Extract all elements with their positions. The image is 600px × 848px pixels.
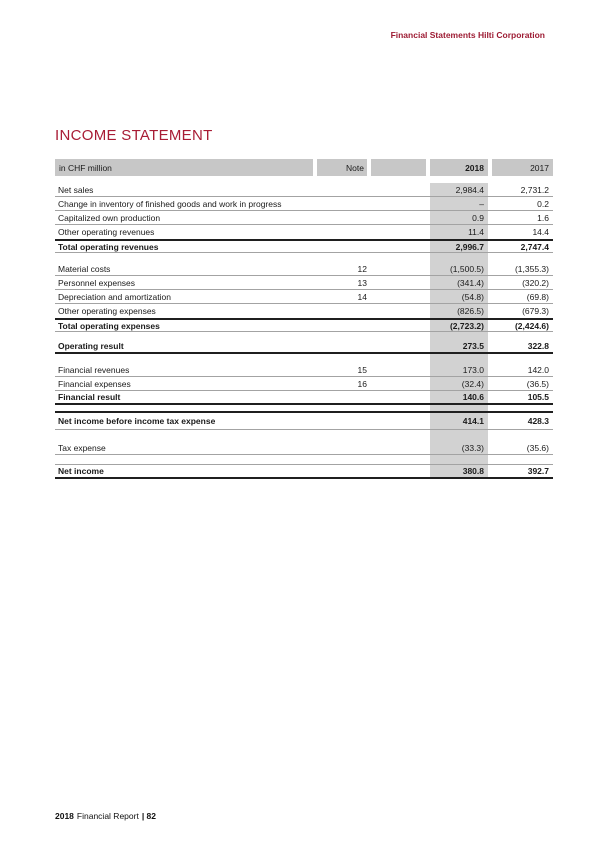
value-2018: 173.0 bbox=[462, 364, 484, 375]
value-2018: 380.8 bbox=[462, 466, 484, 476]
table-header-row bbox=[55, 159, 553, 176]
table-row-total bbox=[55, 318, 553, 332]
table-row bbox=[55, 363, 553, 377]
note-value: 13 bbox=[357, 277, 367, 288]
value-2018: – bbox=[479, 198, 484, 209]
income-statement-table bbox=[55, 159, 553, 479]
value-2017: (320.2) bbox=[522, 277, 549, 288]
value-2017: (36.5) bbox=[526, 378, 549, 389]
value-2018: (2,723.2) bbox=[449, 320, 484, 331]
note-value: 12 bbox=[357, 263, 367, 274]
value-2018: (826.5) bbox=[457, 306, 484, 316]
value-2017: 322.8 bbox=[527, 341, 549, 351]
footer-label: Financial Report bbox=[76, 811, 139, 821]
year-2017-header: 2017 bbox=[492, 159, 553, 176]
value-2017: (679.3) bbox=[522, 306, 549, 316]
note-value: 15 bbox=[357, 364, 367, 375]
table-row bbox=[55, 183, 553, 197]
value-2018: 0.9 bbox=[472, 212, 484, 223]
table-row-total bbox=[55, 239, 553, 253]
row-label: Net sales bbox=[58, 184, 94, 195]
row-label: Material costs bbox=[58, 263, 111, 274]
value-2018: 140.6 bbox=[462, 392, 484, 402]
note-column-header: Note bbox=[317, 159, 367, 176]
value-2018: 2,996.7 bbox=[455, 241, 484, 252]
row-label: Personnel expenses bbox=[58, 277, 136, 288]
value-2018: 273.5 bbox=[462, 341, 484, 351]
value-2017: 2,747.4 bbox=[520, 241, 549, 252]
table-row bbox=[55, 441, 553, 455]
value-2018: (1,500.5) bbox=[449, 263, 484, 274]
row-label: Other operating expenses bbox=[58, 306, 156, 316]
row-label: Operating result bbox=[58, 341, 124, 351]
row-label: Total operating expenses bbox=[58, 320, 160, 331]
table-row bbox=[55, 290, 553, 304]
spacer-column-header bbox=[371, 159, 426, 176]
row-label: Capitalized own production bbox=[58, 212, 161, 223]
value-2017: 1.6 bbox=[537, 212, 549, 223]
value-2017: 105.5 bbox=[527, 392, 549, 402]
value-2018: (32.4) bbox=[461, 378, 484, 389]
table-row-result bbox=[55, 340, 553, 354]
value-2017: 142.0 bbox=[527, 364, 549, 375]
table-row bbox=[55, 377, 553, 391]
value-2017: 0.2 bbox=[537, 198, 549, 209]
value-2017: (35.6) bbox=[526, 442, 549, 453]
table-row bbox=[55, 262, 553, 276]
value-2017: (2,424.6) bbox=[514, 320, 549, 331]
table-row-result bbox=[55, 391, 553, 405]
value-2017: (69.8) bbox=[526, 291, 549, 302]
document-header-right: Financial Statements Hilti Corporation bbox=[390, 30, 545, 40]
row-label: Financial result bbox=[58, 392, 121, 402]
table-row bbox=[55, 276, 553, 290]
table-row bbox=[55, 225, 553, 239]
value-2017: (1,355.3) bbox=[514, 263, 549, 274]
note-value: 16 bbox=[357, 378, 367, 389]
row-label: Tax expense bbox=[58, 442, 106, 453]
table-row bbox=[55, 197, 553, 211]
value-2017: 2,731.2 bbox=[520, 184, 549, 195]
table-row-total bbox=[55, 411, 553, 430]
value-2018: (33.3) bbox=[461, 442, 484, 453]
row-label: Change in inventory of finished goods and work in progress bbox=[58, 198, 282, 209]
unit-label: in CHF million bbox=[55, 159, 313, 176]
footer-year: 2018 bbox=[55, 811, 74, 821]
row-label: Other operating revenues bbox=[58, 227, 155, 237]
year-2018-header: 2018 bbox=[430, 159, 488, 176]
value-2017: 14.4 bbox=[532, 227, 549, 237]
row-label: Total operating revenues bbox=[58, 241, 159, 252]
value-2017: 428.3 bbox=[527, 416, 549, 426]
footer-page-number: | 82 bbox=[141, 811, 157, 821]
value-2018: 414.1 bbox=[462, 416, 484, 426]
row-label: Financial revenues bbox=[58, 364, 130, 375]
page-footer bbox=[55, 811, 156, 821]
row-label: Net income before income tax expense bbox=[58, 416, 216, 426]
table-row-result bbox=[55, 464, 553, 479]
value-2018: (341.4) bbox=[457, 277, 484, 288]
row-label: Depreciation and amortization bbox=[58, 291, 171, 302]
table-row bbox=[55, 211, 553, 225]
page-title: INCOME STATEMENT bbox=[55, 127, 213, 144]
value-2018: (54.8) bbox=[461, 291, 484, 302]
row-label: Financial expenses bbox=[58, 378, 131, 389]
note-value: 14 bbox=[357, 291, 367, 302]
row-label: Net income bbox=[58, 466, 104, 476]
table-row bbox=[55, 304, 553, 318]
value-2018: 2,984.4 bbox=[455, 184, 484, 195]
value-2017: 392.7 bbox=[527, 466, 549, 476]
value-2018: 11.4 bbox=[468, 227, 484, 237]
